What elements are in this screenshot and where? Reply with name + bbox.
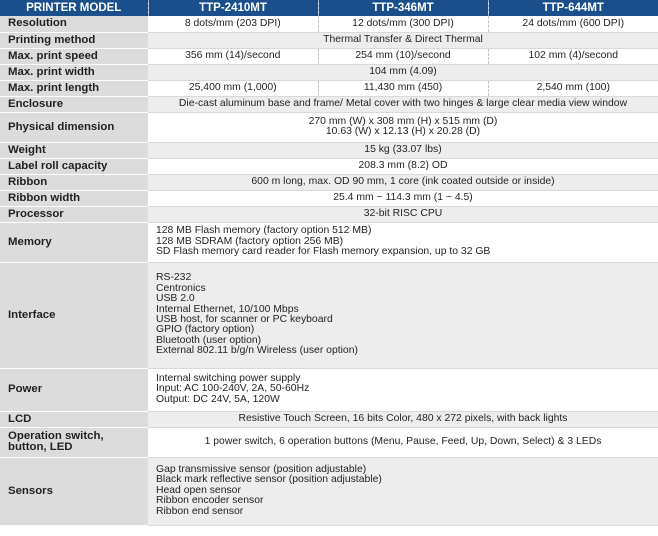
spec-value: Die-cast aluminum base and frame/ Metal cover with two hinges & large clear media view window [148, 96, 658, 112]
spec-value: 600 m long, max. OD 90 mm, 1 core (ink coated outside or inside) [148, 174, 658, 190]
row-label-line: button, LED [8, 441, 73, 453]
row-label: Physical dimension [0, 112, 148, 142]
list-item: Input: AC 100-240V, 2A, 50-60Hz [156, 383, 310, 395]
spec-value: 2,540 mm (100) [488, 80, 658, 96]
row-label: Interface [0, 262, 148, 368]
table-row [0, 80, 658, 96]
spec-value [148, 112, 658, 142]
row-label: Processor [0, 206, 148, 222]
table-row [0, 368, 658, 411]
spec-value: 254 mm (10)/second [318, 48, 488, 64]
spec-value: 356 mm (14)/second [148, 48, 318, 64]
list-item: SD Flash memory card reader for Flash memory expansion, up to 32 GB [156, 246, 491, 258]
list-item: Internal Ethernet, 10/100 Mbps [156, 303, 299, 315]
list-item: Black mark reflective sensor (position adjustable) [156, 474, 382, 486]
list-item: Output: DC 24V, 5A, 120W [156, 393, 280, 405]
spec-value: 24 dots/mm (600 DPI) [488, 16, 658, 32]
header-row [0, 0, 658, 16]
row-label-line: Operation switch, [8, 430, 104, 442]
row-label: Enclosure [0, 96, 148, 112]
spec-value: 104 mm (4.09) [148, 64, 658, 80]
spec-value: 25.4 mm ~ 114.3 mm (1 ~ 4.5) [148, 190, 658, 206]
row-label: Power [0, 368, 148, 411]
table-row [0, 32, 658, 48]
table-row [0, 16, 658, 32]
list-item: USB 2.0 [156, 293, 195, 305]
table-row [0, 262, 658, 368]
spec-value [148, 368, 658, 411]
row-label: Max. print speed [0, 48, 148, 64]
table-row [0, 190, 658, 206]
row-label: Max. print length [0, 80, 148, 96]
row-label: Ribbon width [0, 190, 148, 206]
dimension-metric: 270 mm (W) x 308 mm (H) x 515 mm (D) [308, 115, 498, 127]
spec-value: 1 power switch, 6 operation buttons (Menu, Pause, Feed, Up, Down, Select) & 3 LEDs [148, 427, 658, 457]
table-row [0, 427, 658, 457]
printer-model-header: PRINTER MODEL [0, 0, 148, 16]
spec-value: 8 dots/mm (203 DPI) [148, 16, 318, 32]
list-item: USB host, for scanner or PC keyboard [156, 314, 333, 325]
list-item: Internal switching power supply [156, 372, 301, 384]
row-label: Memory [0, 222, 148, 262]
table-row [0, 112, 658, 142]
list-item: Ribbon end sensor [156, 505, 244, 517]
row-label [0, 427, 148, 457]
spec-value [148, 457, 658, 525]
table-row [0, 158, 658, 174]
spec-value: 32-bit RISC CPU [148, 206, 658, 222]
table-row [0, 64, 658, 80]
list-item: GPIO (factory option) [156, 324, 255, 336]
row-label: Resolution [0, 16, 148, 32]
list-item: Ribbon encoder sensor [156, 495, 264, 507]
spec-value: 12 dots/mm (300 DPI) [318, 16, 488, 32]
row-label: Label roll capacity [0, 158, 148, 174]
list-item: External 802.11 b/g/n Wireless (user option) [156, 345, 358, 357]
list-item: RS-232 [156, 272, 192, 284]
spec-value: 11,430 mm (450) [318, 80, 488, 96]
spec-value: 25,400 mm (1,000) [148, 80, 318, 96]
list-item: 128 MB SDRAM (factory option 256 MB) [156, 235, 344, 247]
list-item: Gap transmissive sensor (position adjustable) [156, 463, 367, 475]
list-item: Bluetooth (user option) [156, 334, 262, 346]
model-header: TTP-644MT [488, 0, 658, 16]
spec-value: 15 kg (33.07 lbs) [148, 142, 658, 158]
row-label: Max. print width [0, 64, 148, 80]
table-row [0, 174, 658, 190]
list-item: 128 MB Flash memory (factory option 512 MB) [156, 225, 372, 237]
row-label: Printing method [0, 32, 148, 48]
row-label: Sensors [0, 457, 148, 525]
table-row [0, 96, 658, 112]
spec-value: Thermal Transfer & Direct Thermal [148, 32, 658, 48]
row-label: Ribbon [0, 174, 148, 190]
spec-value: 208.3 mm (8.2) OD [148, 158, 658, 174]
spec-value [148, 222, 658, 262]
table-row [0, 48, 658, 64]
table-row [0, 222, 658, 262]
spec-value: 102 mm (4)/second [488, 48, 658, 64]
list-item: Head open sensor [156, 484, 241, 496]
table-row [0, 411, 658, 427]
row-label: Weight [0, 142, 148, 158]
spec-value [148, 262, 658, 368]
model-header: TTP-346MT [318, 0, 488, 16]
table-row [0, 142, 658, 158]
table-row [0, 206, 658, 222]
table-row [0, 457, 658, 525]
dimension-imperial: 10.63 (W) x 12.13 (H) x 20.28 (D) [325, 126, 481, 137]
spec-value: Resistive Touch Screen, 16 bits Color, 480 x 272 pixels, with back lights [148, 411, 658, 427]
model-header: TTP-2410MT [148, 0, 318, 16]
row-label: LCD [0, 411, 148, 427]
list-item: Centronics [156, 282, 206, 294]
